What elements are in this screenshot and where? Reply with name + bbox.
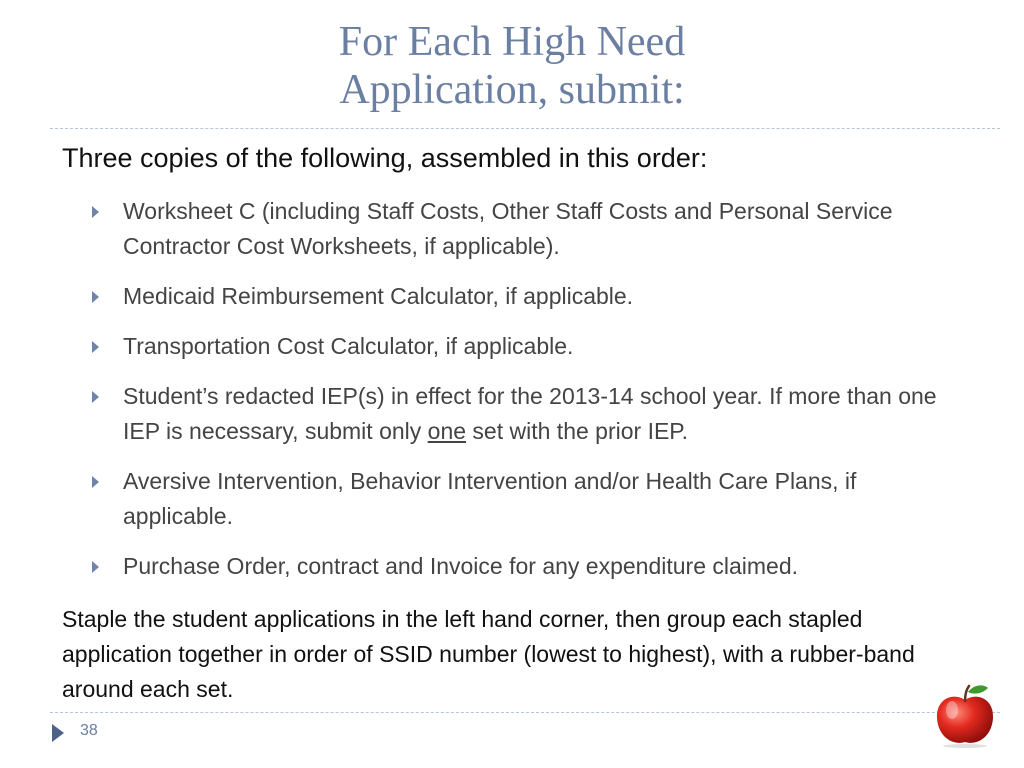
bullet-text: Transportation Cost Calculator, if applicable. [123,333,574,359]
bullet-text: Worksheet C (including Staff Costs, Other Staff Costs and Personal Service Contractor Cost Worksheets, if applicable). [123,198,893,259]
triangle-right-icon [92,476,99,488]
triangle-right-icon [92,206,99,218]
apple-icon [932,682,998,748]
bullet-text: Purchase Order, contract and Invoice for any expenditure claimed. [123,553,799,579]
bullet-text: Aversive Intervention, Behavior Intervention and/or Health Care Plans, if applicable. [123,468,857,529]
list-item [92,379,972,449]
bullet-text: Medicaid Reimbursement Calculator, if applicable. [123,283,634,309]
slide-title-line-2: Application, submit: [339,67,685,113]
list-item [92,549,972,584]
list-item [92,329,972,364]
slide-title-line-1: For Each High Need [338,19,686,65]
divider-top [50,128,1000,129]
list-item [92,464,972,534]
list-item [92,279,972,314]
bullet-text-post: set with the prior IEP. [466,418,689,444]
slide-title [0,18,1024,114]
triangle-right-icon [92,561,99,573]
lead-text: Three copies of the following, assembled in this order: [62,143,708,173]
triangle-right-icon [92,391,99,403]
triangle-right-icon [92,341,99,353]
bullet-text-pre: Student’s redacted IEP(s) in effect for the 2013-14 school year. If more than one IEP is necessary, submit only [123,383,937,444]
divider-bottom [50,712,1000,713]
page-number: 38 [80,722,98,739]
bullet-list [92,194,972,599]
nav-arrow-icon[interactable] [52,724,64,742]
closing-text: Staple the student applications in the left hand corner, then group each stapled application together in order of SSID number (lowest to highest), with a rubber-band around each set. [62,606,915,702]
triangle-right-icon [92,291,99,303]
bullet-text-underlined: one [427,418,467,444]
list-item [92,194,972,264]
